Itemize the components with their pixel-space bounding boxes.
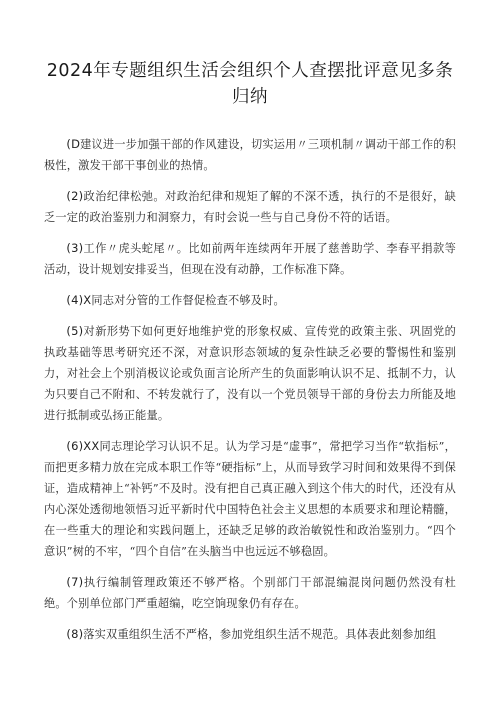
paragraph-8 <box>44 624 456 645</box>
paragraph-4 <box>44 290 456 311</box>
paragraph-number: (3) <box>66 241 84 255</box>
paragraph-number: (D <box>66 137 81 151</box>
paragraph-2 <box>44 186 456 228</box>
paragraph-number: (8) <box>66 627 84 641</box>
paragraph-6 <box>44 436 456 562</box>
paragraph-text: 同志对分管的工作督促检查不够及时。 <box>91 294 285 307</box>
paragraph-text: 政治纪律松弛。对政治纪律和规矩了解的不深不透，执行的不是很好，缺乏一定的政治鉴别力和洞察力，有时会说一些与自己身份不符的话语。 <box>44 190 456 224</box>
paragraph-number: (7) <box>66 575 84 589</box>
paragraph-text: 对新形势下如何更好地维护党的形象权威、宣传党的政策主张、巩固党的执政基础等思考研究还不深，对意识形态领域的复杂性缺乏必要的警惕性和鉴别力，对社会上个别消极议论或负面言论所产生的负面影响认识不足、抵制不力，认为只要自己不附和、不转发就行了，没有以一个党员领导干部的身份去力所能及地进行抵制或弘扬正能量。 <box>44 325 456 422</box>
paragraph-number: (4)X <box>66 293 92 307</box>
paragraph-text: 落实双重组织生活不严格，参加党组织生活不规范。具体表此刻参加组 <box>83 628 437 641</box>
paragraph-number: (6)XX <box>66 439 100 453</box>
paragraph-number: (2) <box>66 189 84 203</box>
paragraph-7 <box>44 572 456 614</box>
document-title: 2024年专题组织生活会组织个人查摆批评意见多条归纳 <box>46 61 454 107</box>
paragraph-text: 工作〃虎头蛇尾〃。比如前两年连续两年开展了慈善助学、李春平捐款等活动，设计规划安排妥当，但现在没有动静，工作标准下降。 <box>44 242 456 276</box>
paragraph-3 <box>44 238 456 280</box>
paragraph-number: (5) <box>66 324 84 338</box>
paragraph-1 <box>44 134 456 176</box>
paragraph-5 <box>44 321 456 426</box>
paragraph-text: 执行编制管理政策还不够严格。个别部门干部混编混岗问题仍然没有杜绝。个别单位部门严重超编，吃空饷现象仍有存在。 <box>44 576 456 610</box>
paragraph-text: 建议进一步加强干部的作风建设，切实运用〃三项机制〃调动干部工作的积极性，激发干部干事创业的热情。 <box>44 138 456 172</box>
paragraph-text: 同志理论学习认识不足。认为学习是“虚事”，常把学习当作“软指标”，而把更多精力放在完成本职工作等“硬指标”上，从而导致学习时间和效果得不到保证，造成精神上“补钙”不及时。没有把自己真正融入到这个伟大的时代，还没有从内心深处透彻地领悟习近平新时代中国特色社会主义思想的本质要求和理论精髓，在一些重大的理论和实践问题上，还缺乏足够的政治敏锐性和政治鉴别力。“四个意识”树的不牢，“四个自信”在头脑当中也远远不够稳固。 <box>44 440 456 558</box>
